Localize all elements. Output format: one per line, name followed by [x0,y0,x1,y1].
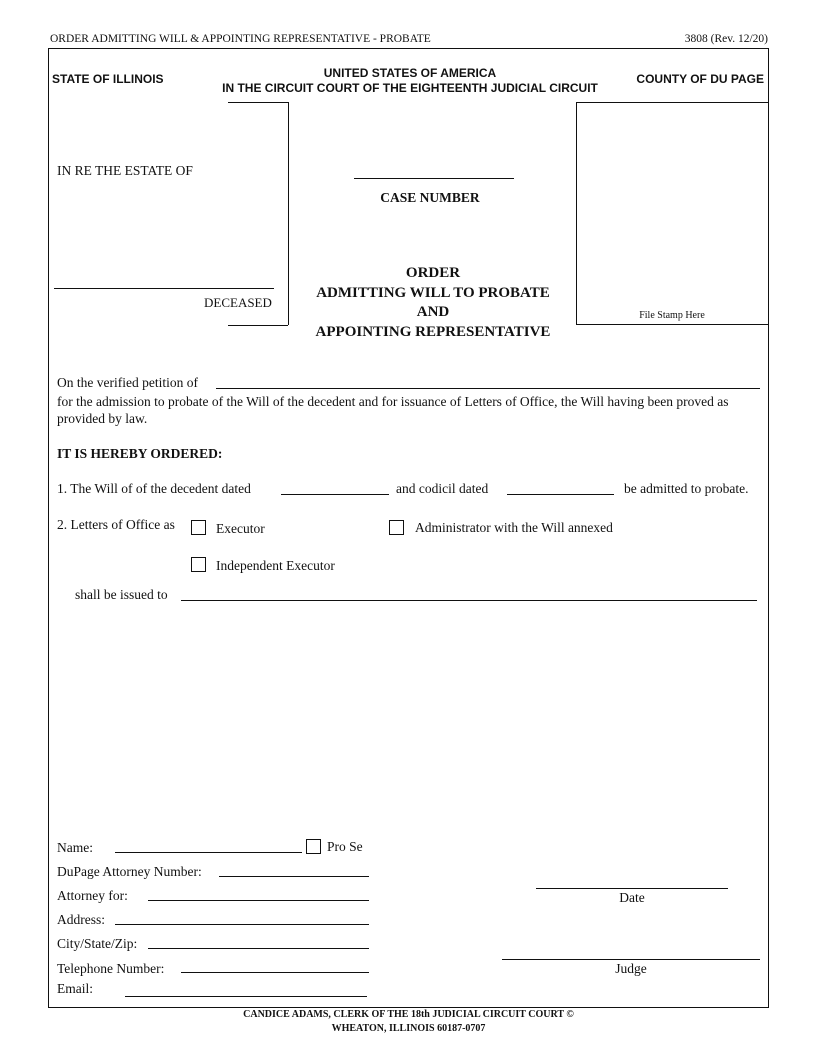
item1-text: 1. The Will of of the decedent dated [57,481,251,496]
city-state-zip-line[interactable] [148,948,369,949]
file-stamp-label: File Stamp Here [639,310,705,321]
court-name: IN THE CIRCUIT COURT OF THE EIGHTEENTH JUDICIAL CIRCUIT [222,81,598,95]
petition-text: for the admission to probate of the Will of the decedent and for issuance of Letters of Office, the Will having been proved as provided by law. [57,394,729,426]
in-re-label: IN RE THE ESTATE OF [57,163,193,178]
name-label: Name: [57,840,93,855]
issued-to-line[interactable] [181,600,757,601]
issued-to-label: shall be issued to [75,587,168,602]
petition-prefix: On the verified petition of [57,375,198,390]
city-state-zip-label: City/State/Zip: [57,936,138,951]
bottom-border [48,1007,769,1008]
executor-label: Executor [216,521,265,536]
footer-address: WHEATON, ILLINOIS 60187-0707 [331,1023,486,1034]
date-label: Date [619,890,645,905]
dupage-number-label: DuPage Attorney Number: [57,864,202,879]
form-title: ORDER ADMITTING WILL & APPOINTING REPRESENTATIVE - PROBATE [50,33,431,45]
name-line[interactable] [115,852,302,853]
right-border [768,48,769,1008]
state-label: STATE OF ILLINOIS [52,72,164,86]
petitioner-line[interactable] [216,388,760,389]
county-label: COUNTY OF DU PAGE [636,72,764,86]
address-label: Address: [57,912,105,927]
attorney-for-line[interactable] [148,900,369,901]
codicil-date-line[interactable] [507,494,614,495]
address-line[interactable] [115,924,369,925]
title-line-2: ADMITTING WILL TO PROBATE [316,284,550,301]
file-stamp-box [576,102,768,325]
title-line-4: APPOINTING REPRESENTATIVE [315,323,551,340]
telephone-label: Telephone Number: [57,961,165,976]
caption-bracket-top [228,102,288,103]
ordered-heading: IT IS HEREBY ORDERED: [57,446,223,461]
judge-signature-line[interactable] [502,959,760,960]
email-label: Email: [57,981,93,996]
will-date-line[interactable] [281,494,389,495]
case-number-label: CASE NUMBER [380,190,480,205]
pro-se-label: Pro Se [327,839,363,854]
caption-bracket-bottom [228,325,288,326]
title-line-1: ORDER [405,265,461,281]
item2-text: 2. Letters of Office as [57,517,175,532]
email-line[interactable] [125,996,367,997]
form-number: 3808 (Rev. 12/20) [684,33,768,45]
attorney-for-label: Attorney for: [57,888,128,903]
date-line[interactable] [536,888,728,889]
administrator-label: Administrator with the Will annexed [415,520,613,535]
case-number-line[interactable] [354,178,514,179]
footer-clerk: CANDICE ADAMS, CLERK OF THE 18th JUDICIAL CIRCUIT COURT © [243,1009,574,1020]
dupage-number-line[interactable] [219,876,369,877]
deceased-label: DECEASED [204,295,272,310]
admitted-label: be admitted to probate. [624,481,749,496]
telephone-line[interactable] [181,972,369,973]
pro-se-checkbox[interactable] [306,839,321,854]
executor-checkbox[interactable] [191,520,206,535]
left-border [48,48,49,1008]
decedent-name-line[interactable] [54,288,274,289]
header-rule [48,48,769,49]
independent-executor-checkbox[interactable] [191,557,206,572]
order-title [288,264,578,342]
judge-label: Judge [615,961,647,976]
title-line-3: AND [416,304,450,320]
country-label: UNITED STATES OF AMERICA [323,66,497,80]
codicil-label: and codicil dated [396,481,489,496]
administrator-checkbox[interactable] [389,520,404,535]
independent-executor-label: Independent Executor [216,558,335,573]
